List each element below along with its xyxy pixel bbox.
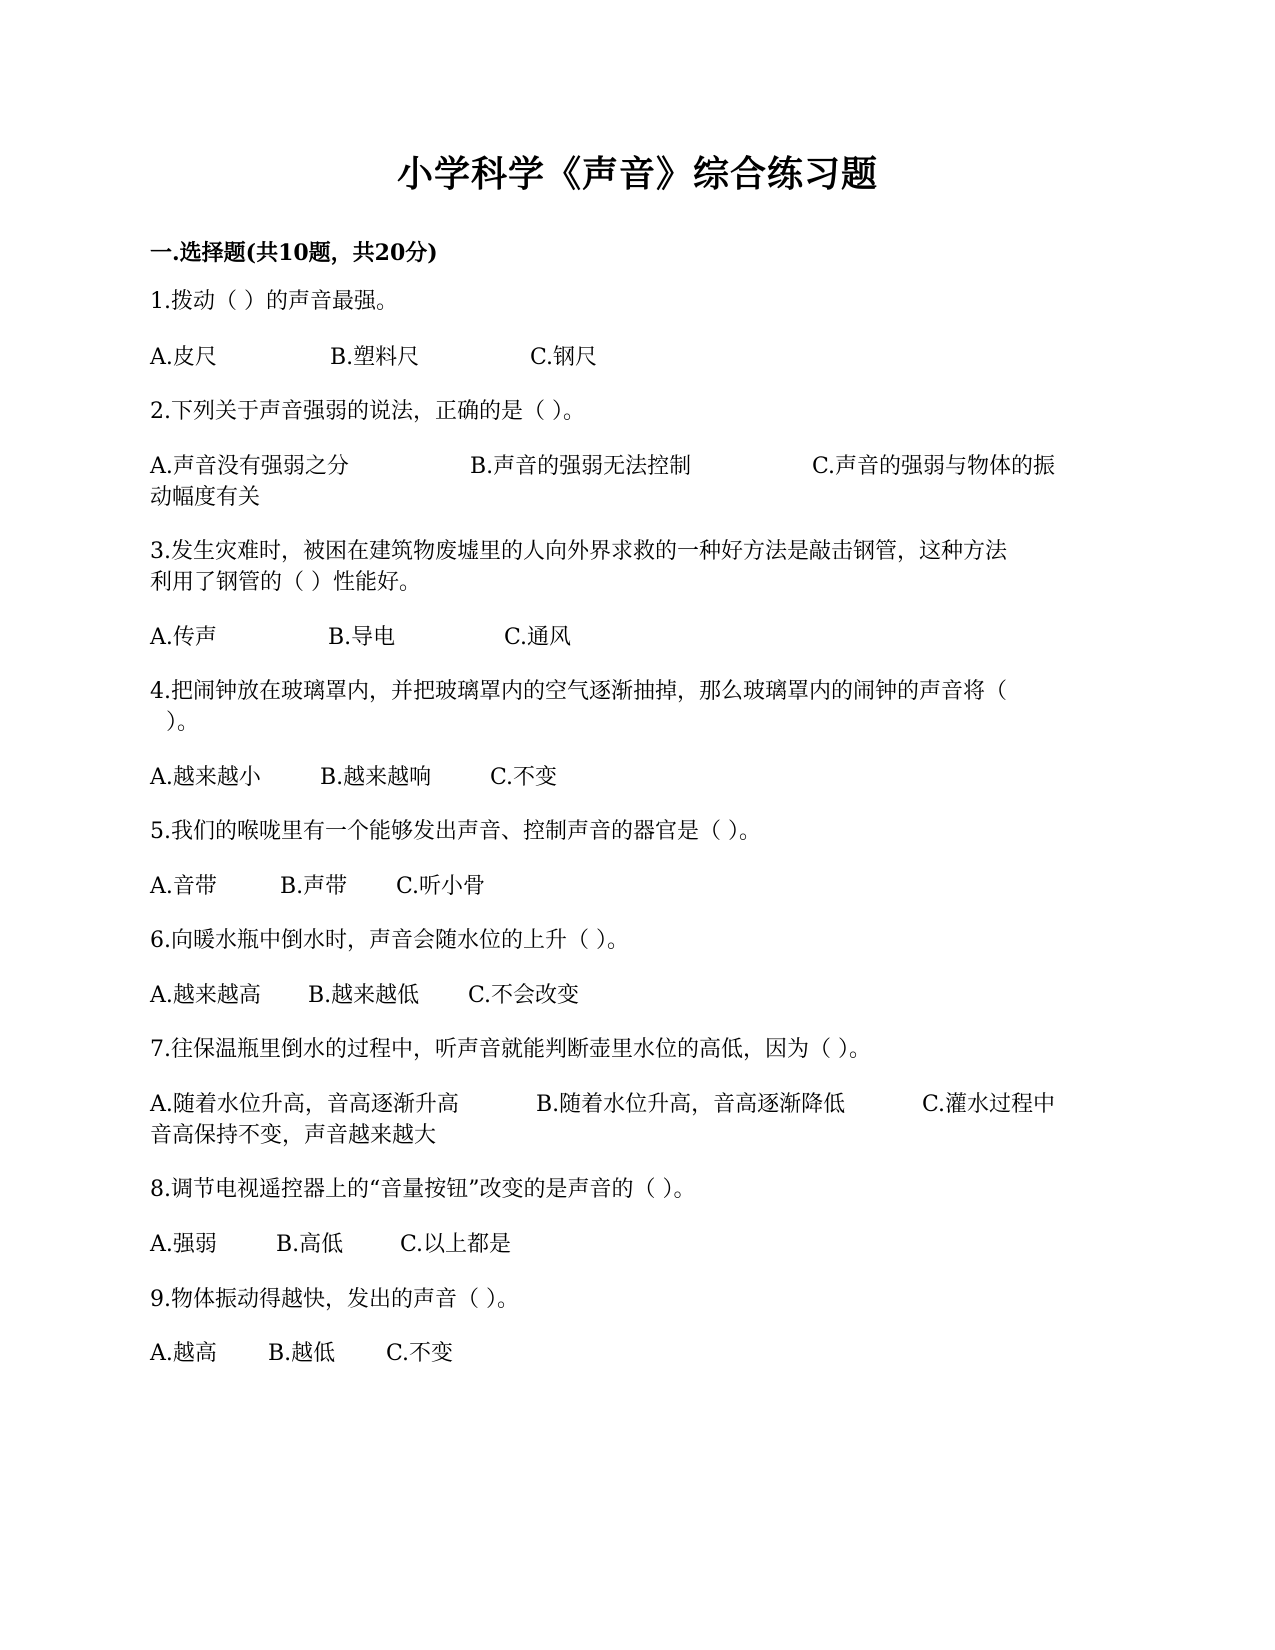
question-3-option-c: C.通风 (504, 625, 572, 650)
question-7-options-continued: 音高保持不变，声音越来越大 (150, 1123, 437, 1148)
section-heading: 一.选择题(共10题，共20分) (150, 240, 438, 266)
question-1-options (150, 342, 1125, 373)
question-4-option-b: B.越来越响 (320, 765, 432, 790)
question-7-option-a: A.随着水位升高，音高逐渐升高 (150, 1092, 459, 1117)
question-2-options-continued: 动幅度有关 (150, 485, 261, 510)
question-7-option-b: B.随着水位升高，音高逐渐降低 (536, 1092, 846, 1117)
question-9-options (150, 1338, 1125, 1369)
question-9-option-b: B.越低 (268, 1341, 336, 1366)
question-6-options (150, 980, 1125, 1011)
question-3-stem-continued: 利用了钢管的（ ）性能好。 (150, 570, 421, 595)
question-9-option-a: A.越高 (150, 1341, 217, 1366)
question-9-option-c: C.不变 (386, 1341, 454, 1366)
question-8-stem: 8.调节电视遥控器上的“音量按钮”改变的是声音的（ ）。 (150, 1177, 696, 1202)
question-6-option-b: B.越来越低 (308, 983, 420, 1008)
question-8-options (150, 1229, 1125, 1260)
question-7-stem: 7.往保温瓶里倒水的过程中，听声音就能判断壶里水位的高低，因为（ ）。 (150, 1037, 871, 1062)
question-5-stem: 5.我们的喉咙里有一个能够发出声音、控制声音的器官是（ ）。 (150, 819, 761, 844)
question-2-option-a: A.声音没有强弱之分 (150, 454, 349, 479)
document-title: 小学科学《声音》综合练习题 (396, 153, 878, 195)
question-4-options (150, 762, 1125, 793)
question-2-stem: 2.下列关于声音强弱的说法，正确的是（ ）。 (150, 399, 585, 424)
question-6-option-c: C.不会改变 (468, 983, 580, 1008)
question-3-stem: 3.发生灾难时，被困在建筑物废墟里的人向外界求救的一种好方法是敲击钢管，这种方法 (150, 539, 1007, 564)
question-4-option-a: A.越来越小 (150, 765, 261, 790)
question-2-options (150, 451, 1125, 482)
question-8-option-b: B.高低 (276, 1232, 344, 1257)
question-5-option-c: C.听小骨 (396, 874, 486, 899)
question-5-option-a: A.音带 (150, 874, 217, 899)
question-1-option-c: C.钢尺 (530, 345, 598, 370)
question-2-option-b: B.声音的强弱无法控制 (470, 454, 692, 479)
question-8-option-a: A.强弱 (150, 1232, 217, 1257)
question-7-option-c: C.灌水过程中 (922, 1092, 1056, 1117)
question-1-stem: 1.拨动（ ）的声音最强。 (150, 289, 398, 314)
question-3-option-b: B.导电 (328, 625, 396, 650)
question-4-option-c: C.不变 (490, 765, 558, 790)
question-1-option-b: B.塑料尺 (330, 345, 420, 370)
question-6-stem: 6.向暖水瓶中倒水时，声音会随水位的上升（ ）。 (150, 928, 629, 953)
question-3-options (150, 622, 1125, 653)
question-4-stem-continued: ）。 (166, 710, 200, 735)
question-7-options (150, 1089, 1125, 1120)
question-1-option-a: A.皮尺 (150, 345, 217, 370)
question-2-option-c: C.声音的强弱与物体的振 (812, 454, 1056, 479)
question-4-stem: 4.把闹钟放在玻璃罩内，并把玻璃罩内的空气逐渐抽掉，那么玻璃罩内的闹钟的声音将（ (150, 679, 1007, 704)
question-8-option-c: C.以上都是 (400, 1232, 512, 1257)
question-9-stem: 9.物体振动得越快，发出的声音（ ）。 (150, 1287, 519, 1312)
question-3-option-a: A.传声 (150, 625, 217, 650)
question-5-option-b: B.声带 (280, 874, 348, 899)
question-5-options (150, 871, 1125, 902)
question-6-option-a: A.越来越高 (150, 983, 261, 1008)
